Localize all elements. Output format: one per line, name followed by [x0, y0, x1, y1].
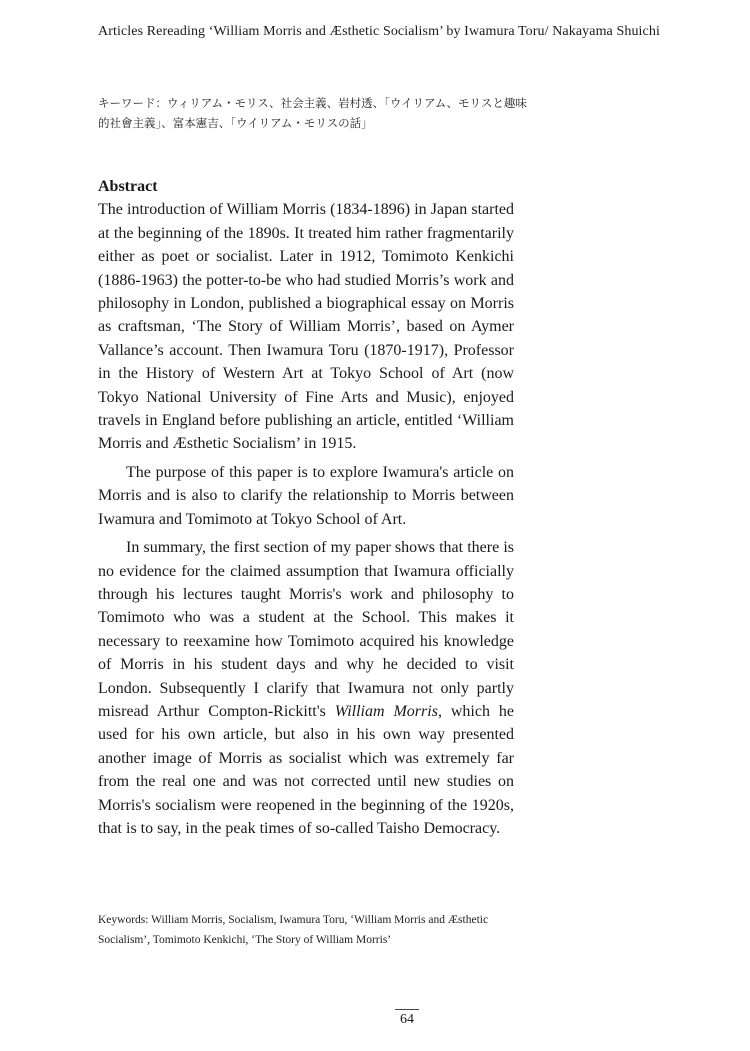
abstract-paragraph-2: The purpose of this paper is to explore Iwamura's article on Morris and is also to clarify the relationship to Morris between Iwamura and Tomimoto at Tokyo School of Art.	[98, 463, 514, 528]
abstract-section	[98, 175, 514, 840]
page-number: 64	[400, 1012, 414, 1027]
running-header: Articles Rereading ‘William Morris and Æsthetic Socialism’ by Iwamura Toru/ Nakayama Shuichi	[98, 24, 660, 39]
footer-divider	[395, 1009, 419, 1010]
abstract-paragraph-1: The introduction of William Morris (1834-1896) in Japan started at the beginning of the 1890s. It treated him rather fragmentarily either as poet or socialist. Later in 1912, Tomimoto Kenkichi (1886-1963) the potter-to-be who had studied Morris’s work and philosophy in London, published a biographical essay on Morris as craftsman, ‘The Story of William Morris’, based on Aymer Vallance’s account. Then Iwamura Toru (1870-1917), Professor in the History of Western Art at Tokyo School of Art (now Tokyo National University of Fine Arts and Music), enjoyed travels in England before publishing an article, entitled ‘William Morris and Æsthetic Socialism’ in 1915.	[98, 201, 514, 453]
abstract-paragraph-3	[98, 536, 514, 840]
keywords-japanese: キーワード：ウィリアム・モリス、社会主義、岩村透、「ウイリアム、モリスと趣味的社會主義」、富本憲吉、「ウイリアム・モリスの話」	[98, 96, 527, 130]
book-title-italic: William Morris	[334, 702, 438, 720]
keywords-english: Keywords: William Morris, Socialism, Iwamura Toru, ‘William Morris and Æsthetic Socialism’, Tomimoto Kenkichi, ‘The Story of William Morris’	[98, 914, 489, 946]
abstract-paragraph-3-text: In summary, the first section of my paper shows that there is no evidence for the claimed assumption that Iwamura officially through his lectures taught Morris's work and philosophy to Tomimoto who was a student at the School. This makes it necessary to reexamine how Tomimoto acquired his knowledge of Morris in his student days and why he decided to visit London. Subsequently I clarify that Iwamura not only partly misread Arthur Compton-Rickitt's	[98, 539, 514, 720]
abstract-heading: Abstract	[98, 178, 158, 195]
abstract-paragraph-3-text-end: , which he used for his own article, but also in his own way presented another image of Morris as socialist which was extremely far from the real one and was not corrected until new studies on Morris's socialism were reopened in the beginning of the 1920s, that is to say, in the peak times of so-called Taisho Democracy.	[98, 702, 514, 837]
